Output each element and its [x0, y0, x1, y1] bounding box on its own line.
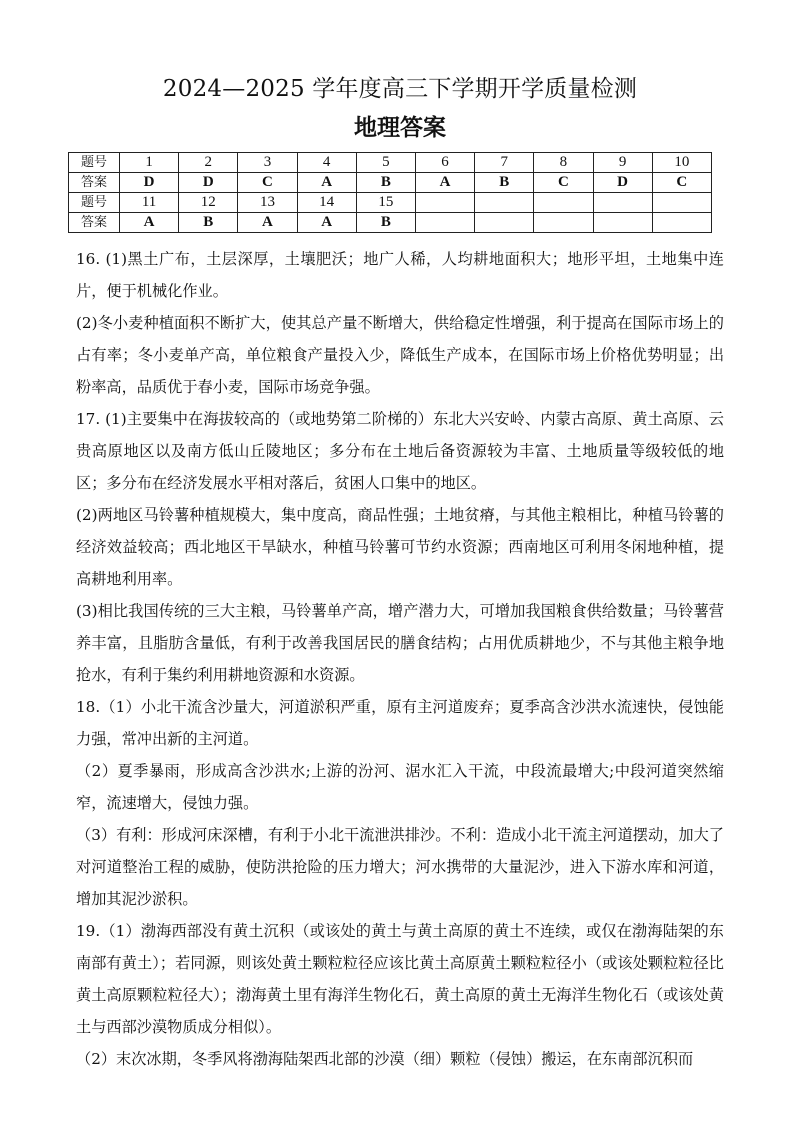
answer-cell: A [297, 173, 356, 193]
answer-cell: A [238, 213, 297, 233]
row-label-question: 题号 [69, 153, 120, 173]
answer-18-2: （2）夏季暴雨，形成高含沙洪水;上游的汾河、涺水汇入干流，中段流最增大;中段河道突然缩窄，流速增大，侵蚀力强。 [76, 762, 724, 812]
question-number: 1 [120, 153, 179, 173]
question-number: 6 [415, 153, 474, 173]
answer-cell: C [534, 173, 593, 193]
question-number: 8 [534, 153, 593, 173]
answer-cell: B [356, 173, 415, 193]
question-number: 13 [238, 193, 297, 213]
answer-cell: D [179, 173, 238, 193]
answer-16-1: 16. (1)黑土广布，土层深厚，土壤肥沃；地广人稀，人均耕地面积大；地形平坦，土地集中连片，便于机械化作业。 [76, 250, 724, 300]
answer-cell: A [120, 213, 179, 233]
question-number: 4 [297, 153, 356, 173]
document-subtitle: 地理答案 [354, 114, 446, 141]
answer-17-1: 17. (1)主要集中在海拔较高的（或地势第二阶梯的）东北大兴安岭、内蒙古高原、黄土高原、云贵高原地区以及南方低山丘陵地区；多分布在土地后备资源较为丰富、土地质量等级较低的地区；多分布在经济发展水平相对落后，贫困人口集中的地区。 [76, 410, 724, 492]
empty-cell [475, 213, 534, 233]
table-row-answers-2 [69, 213, 712, 233]
answer-cell: A [297, 213, 356, 233]
answer-18-1: 18.（1）小北干流含沙量大，河道淤积严重，原有主河道废弃；夏季高含沙洪水流速快，侵蚀能力强，常冲出新的主河道。 [76, 698, 724, 748]
empty-cell [652, 193, 711, 213]
question-number: 15 [356, 193, 415, 213]
empty-cell [415, 193, 474, 213]
question-number: 5 [356, 153, 415, 173]
table-row-answers-1 [69, 173, 712, 193]
empty-cell [534, 193, 593, 213]
empty-cell [534, 213, 593, 233]
question-number: 14 [297, 193, 356, 213]
answer-18-3: （3）有利：形成河床深槽，有利于小北干流泄洪排沙。不利：造成小北干流主河道摆动，加大了对河道整治工程的威胁，使防洪抢险的压力增大；河水携带的大量泥沙，进入下游水库和河道，增加其泥沙淤积。 [76, 826, 724, 908]
answer-cell: C [652, 173, 711, 193]
row-label-question: 题号 [69, 193, 120, 213]
row-label-answer: 答案 [69, 173, 120, 193]
question-number: 10 [652, 153, 711, 173]
row-label-answer: 答案 [69, 213, 120, 233]
answer-cell: D [593, 173, 652, 193]
question-number: 11 [120, 193, 179, 213]
answer-cell: B [179, 213, 238, 233]
answer-cell: B [475, 173, 534, 193]
answer-19-2: （2）末次冰期，冬季风将渤海陆架西北部的沙漠（细）颗粒（侵蚀）搬运，在东南部沉积而 [76, 1050, 694, 1068]
document-title: 2024—2025 学年度高三下学期开学质量检测 [162, 76, 638, 102]
empty-cell [652, 213, 711, 233]
question-number: 7 [475, 153, 534, 173]
answer-17-3: (3)相比我国传统的三大主粮，马铃薯单产高，增产潜力大，可增加我国粮食供给数量；马铃薯营养丰富，且脂肪含量低，有利于改善我国居民的膳食结构；占用优质耕地少，不与其他主粮争地抢水，有利于集约利用耕地资源和水资源。 [76, 602, 724, 684]
answer-cell: B [356, 213, 415, 233]
question-number: 3 [238, 153, 297, 173]
table-row-question-numbers-1 [69, 153, 712, 173]
answer-cell: A [415, 173, 474, 193]
empty-cell [475, 193, 534, 213]
answer-19-1: 19.（1）渤海西部没有黄土沉积（或该处的黄土与黄土高原的黄土不连续，或仅在渤海陆架的东南部有黄土）；若同源，则该处黄土颗粒粒径应该比黄土高原黄土颗粒粒径小（或该处颗粒粒径比黄土高原颗粒粒径大）；渤海黄土里有海洋生物化石，黄土高原的黄土无海洋生物化石（或该处黄土与西部沙漠物质成分相似）。 [76, 922, 724, 1036]
answer-17-2: (2)两地区马铃薯种植规模大，集中度高，商品性强；土地贫瘠，与其他主粮相比，种植马铃薯的经济效益较高；西北地区干旱缺水，种植马铃薯可节约水资源；西南地区可利用冬闲地种植，提高耕地利用率。 [76, 506, 724, 588]
empty-cell [593, 213, 652, 233]
answer-body [76, 243, 724, 1075]
answer-table [68, 152, 712, 233]
empty-cell [593, 193, 652, 213]
question-number: 2 [179, 153, 238, 173]
table-row-question-numbers-2 [69, 193, 712, 213]
empty-cell [415, 213, 474, 233]
answer-cell: C [238, 173, 297, 193]
answer-cell: D [120, 173, 179, 193]
question-number: 9 [593, 153, 652, 173]
answer-16-2: (2)冬小麦种植面积不断扩大，使其总产量不断增大，供给稳定性增强，利于提高在国际市场上的占有率；冬小麦单产高，单位粮食产量投入少，降低生产成本，在国际市场上价格优势明显；出粉率高，品质优于春小麦，国际市场竞争强。 [76, 314, 724, 396]
question-number: 12 [179, 193, 238, 213]
